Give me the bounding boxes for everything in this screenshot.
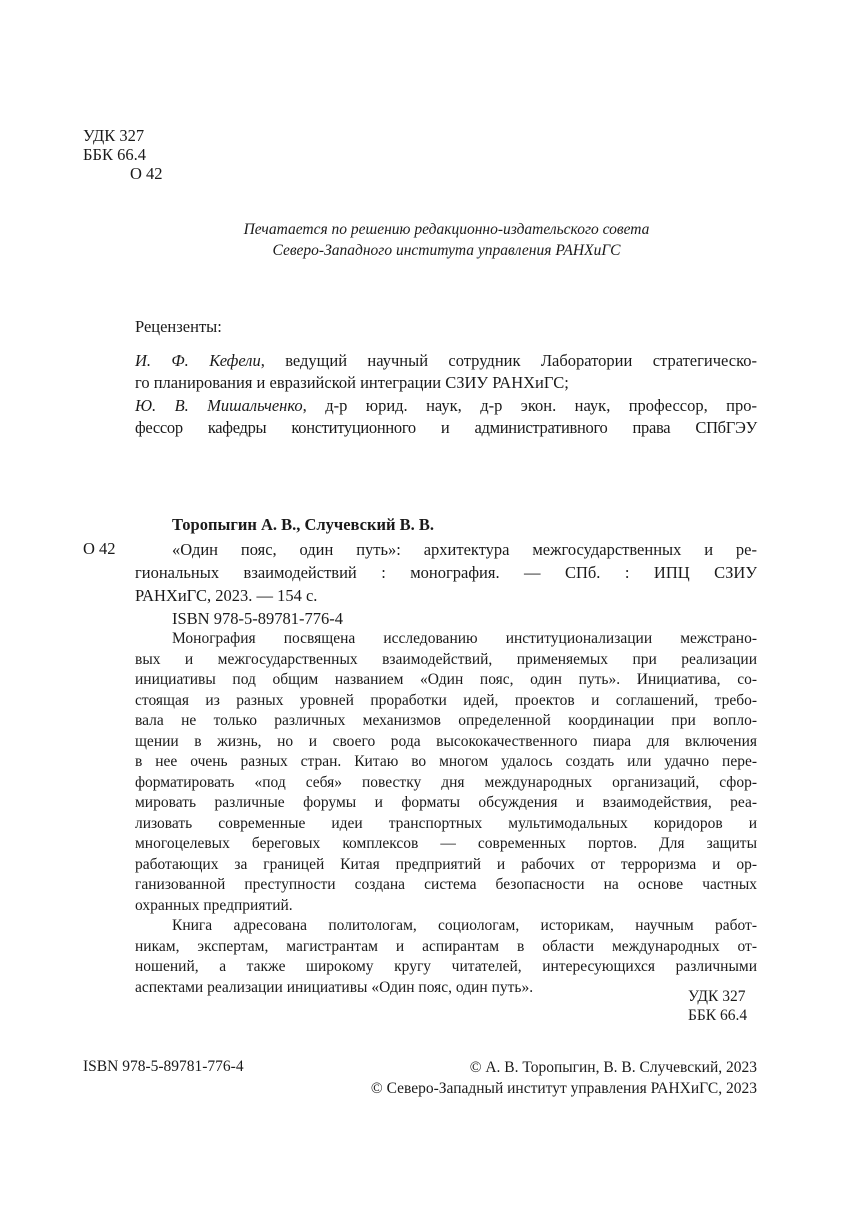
- approval-line: Печатается по решению редакционно-издательского совета: [243, 221, 650, 238]
- abstract-line: ношений, а также широкому кругу читателей, интересующихся различными: [135, 958, 757, 975]
- record-authors: Торопыгин А. В., Случевский В. В.: [172, 515, 435, 534]
- abstract-line: работающих за границей Китая предприятий и рабочих от терроризма и ор-: [135, 855, 757, 873]
- bibliographic-record: [135, 539, 757, 630]
- record-classification: [688, 987, 747, 1025]
- reviewer-text: , ведущий научный сотрудник Лаборатории стратегическо-: [260, 351, 758, 370]
- abstract-line: щении в жизнь, но и своего рода высококачественного пиара для включения: [135, 732, 757, 750]
- index-block: [83, 126, 163, 183]
- abstract-line: охранных предприятий.: [135, 896, 293, 914]
- abstract-line: лизовать современные идеи транспортных мультимодальных коридоров и: [135, 814, 757, 832]
- bbk-label: ББК: [83, 145, 113, 164]
- abstract-line: никам, экспертам, магистрантам и аспирантам в области международных от-: [135, 937, 757, 955]
- author-mark: О 42: [130, 164, 163, 183]
- copyright-institute: © Северо-Западный институт управления РАНХиГС, 2023: [370, 1079, 757, 1097]
- abstract-line: ганизованной преступности создана система безопасности на основе частных: [135, 876, 757, 893]
- reviewer-text: го планирования и евразийской интеграции СЗИУ РАНХиГС;: [135, 373, 569, 392]
- abstract: [135, 629, 757, 998]
- udk-value: 327: [119, 126, 145, 145]
- udk-label: УДК: [83, 126, 116, 145]
- abstract-line: аспектами реализации инициативы «Один пояс, один путь».: [135, 978, 534, 996]
- approval-note: [0, 220, 857, 261]
- abstract-line: Книга адресована политологам, социологам, историкам, научным работ-: [172, 917, 757, 934]
- reviewer-name: Ю. В. Мишальченко: [135, 396, 303, 415]
- reviewer-name: И. Ф. Кефели: [135, 351, 261, 370]
- reviewer-text: фессор кафедры конституционного и административного права СПбГЭУ: [135, 418, 757, 437]
- reviewers-heading: Рецензенты:: [135, 317, 222, 336]
- record-mark: О 42: [83, 539, 116, 558]
- footer-isbn: ISBN 978-5-89781-776-4: [83, 1058, 244, 1075]
- copyright-authors: © А. В. Торопыгин, В. В. Случевский, 2023: [469, 1059, 757, 1076]
- abstract-line: вых и межгосударственных взаимодействий, применяемых при реализации: [135, 650, 757, 668]
- bbk-value: 66.4: [117, 145, 146, 164]
- abstract-line: в нее очень разных стран. Китаю во многом удалось создать или удачно пере-: [135, 753, 757, 770]
- abstract-line: Монография посвящена исследованию институционализации межстрано-: [172, 630, 757, 647]
- reviewers-list: [135, 350, 757, 439]
- reviewer-text: , д-р юрид. наук, д-р экон. наук, профессор, про-: [302, 396, 757, 415]
- title-line: «Один пояс, один путь»: архитектура межгосударственных и ре-: [172, 540, 757, 559]
- abstract-line: многоцелевых береговых комплексов — современных портов. Для защиты: [135, 835, 757, 852]
- abstract-line: форматировать «под себя» повестку дня международных организаций, сфор-: [135, 773, 757, 791]
- abstract-line: инициативы под общим названием «Один пояс, один путь». Инициатива, со-: [135, 671, 757, 688]
- abstract-line: стоящая из разных уровней проработки идей, проектов и соглашений, требо-: [135, 691, 757, 709]
- record-isbn: ISBN 978-5-89781-776-4: [172, 609, 343, 628]
- record-bbk: ББК 66.4: [688, 1007, 748, 1024]
- copyright: [250, 1058, 757, 1099]
- abstract-line: вала не только различных механизмов определенной координации при вопло-: [135, 712, 757, 729]
- record-udk: УДК 327: [688, 988, 746, 1005]
- approval-line: Северо-Западного института управления РАНХиГС: [272, 241, 621, 259]
- title-line: гиональных взаимодействий : монография. — СПб. : ИПЦ СЗИУ: [135, 563, 757, 582]
- title-line: РАНХиГС, 2023. — 154 с.: [135, 586, 318, 605]
- abstract-line: мировать различные форумы и форматы обсуждения и взаимодействия, реа-: [135, 794, 757, 811]
